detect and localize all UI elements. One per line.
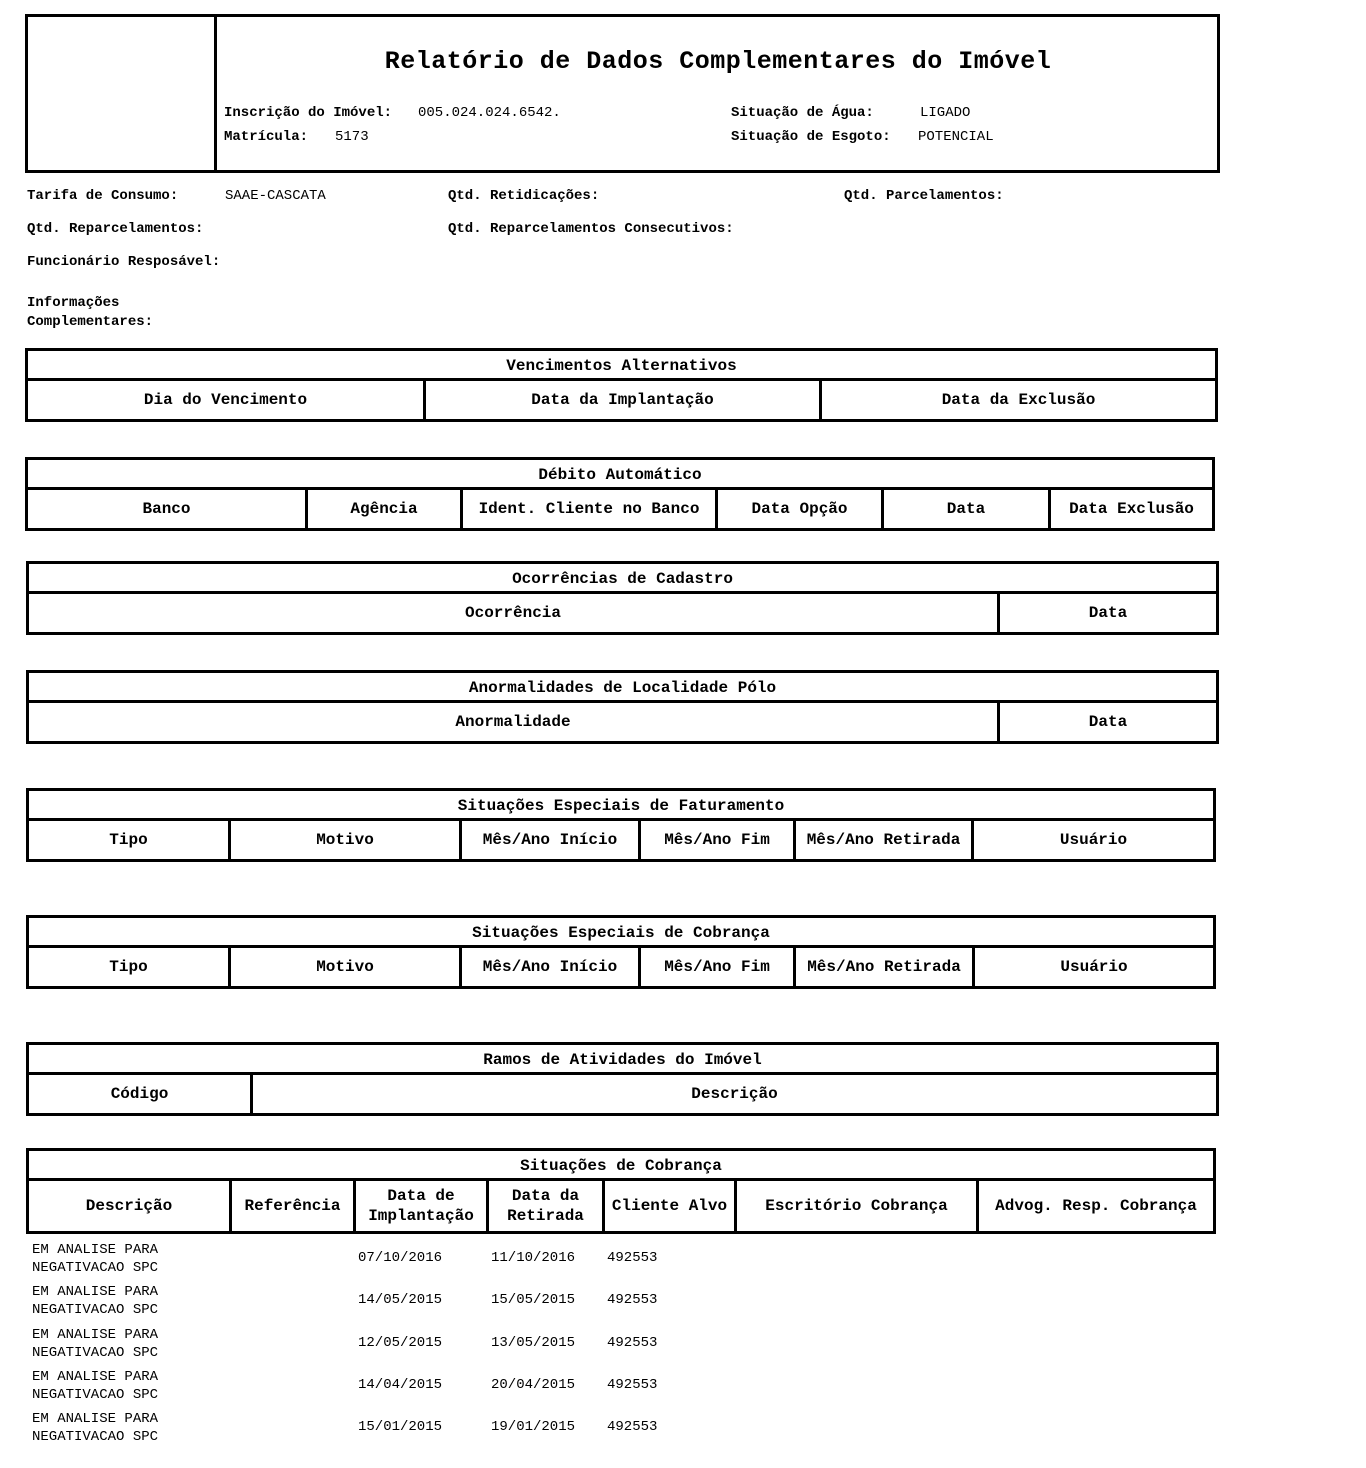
row-descricao-2: NEGATIVACAO SPC [32, 1302, 159, 1318]
vencimentos-table [25, 348, 1218, 422]
table-row [32, 1410, 158, 1446]
matricula-label: Matrícula: [224, 129, 309, 145]
col-mes-ano-inicio: Mês/Ano Início [462, 821, 641, 859]
row-descricao-2: NEGATIVACAO SPC [32, 1260, 159, 1276]
logo-area [28, 17, 217, 170]
row-cliente-alvo: 492553 [607, 1335, 658, 1351]
ocorrencias-table [26, 561, 1219, 635]
matricula-value: 5173 [335, 129, 369, 145]
col-ident-cliente: Ident. Cliente no Banco [463, 490, 718, 528]
row-data-implantacao: 12/05/2015 [358, 1335, 443, 1351]
col-mes-ano-inicio: Mês/Ano Início [462, 948, 641, 986]
table-row [32, 1241, 158, 1277]
cobranca-especial-table [26, 915, 1216, 989]
col-data: Data [1088, 604, 1128, 622]
col-descricao: Descrição [691, 1085, 778, 1103]
col-dia-vencimento: Dia do Vencimento [28, 381, 426, 419]
faturamento-table [26, 788, 1216, 862]
row-data-retirada: 20/04/2015 [491, 1377, 576, 1393]
row-data-implantacao: 14/04/2015 [358, 1377, 443, 1393]
col-usuario: Usuário [1060, 958, 1128, 976]
col-data: Data [1088, 713, 1128, 731]
report-header [25, 14, 1220, 173]
ramos-table [26, 1042, 1219, 1116]
col-mes-ano-retirada: Mês/Ano Retirada [796, 821, 974, 859]
row-descricao-2: NEGATIVACAO SPC [32, 1387, 159, 1403]
tarifa-label: Tarifa de Consumo: [27, 188, 179, 204]
row-data-retirada: 19/01/2015 [491, 1419, 576, 1435]
col-mes-ano-fim: Mês/Ano Fim [641, 821, 796, 859]
row-data-implantacao: 07/10/2016 [358, 1250, 443, 1266]
row-cliente-alvo: 492553 [607, 1292, 658, 1308]
anormalidades-table [26, 670, 1219, 744]
row-data-retirada: 13/05/2015 [491, 1335, 576, 1351]
col-data-opcao: Data Opção [718, 490, 884, 528]
situacoes-cobranca-table [26, 1148, 1216, 1234]
anormalidades-title: Anormalidades de Localidade Pólo [29, 673, 1216, 703]
vencimentos-title: Vencimentos Alternativos [28, 351, 1215, 381]
row-descricao-1: EM ANALISE PARA [32, 1411, 159, 1427]
col-descricao: Descrição [29, 1181, 232, 1231]
situacao-agua-label: Situação de Água: [731, 105, 874, 121]
col-cliente-alvo: Cliente Alvo [605, 1181, 737, 1231]
col-data: Data [884, 490, 1051, 528]
ramos-title: Ramos de Atividades do Imóvel [29, 1045, 1216, 1075]
col-mes-ano-fim: Mês/Ano Fim [641, 948, 796, 986]
situacao-esgoto-label: Situação de Esgoto: [731, 129, 891, 145]
faturamento-title: Situações Especiais de Faturamento [29, 791, 1213, 821]
col-agencia: Agência [308, 490, 463, 528]
row-data-implantacao: 14/05/2015 [358, 1292, 443, 1308]
col-escritorio-cobranca: Escritório Cobrança [737, 1181, 979, 1231]
inscricao-label: Inscrição do Imóvel: [224, 105, 393, 121]
row-data-retirada: 15/05/2015 [491, 1292, 576, 1308]
col-data-exclusao: Data Exclusão [1069, 500, 1194, 518]
col-anormalidade: Anormalidade [29, 703, 1000, 741]
col-data-exclusao: Data da Exclusão [941, 391, 1096, 409]
situacao-esgoto-value: POTENCIAL [918, 129, 994, 145]
reparcelamentos-consecutivos-label: Qtd. Reparcelamentos Consecutivos: [448, 221, 734, 237]
col-data-implantacao: Data da Implantação [426, 381, 822, 419]
col-data-retirada: Data da Retirada [489, 1181, 605, 1231]
row-descricao-1: EM ANALISE PARA [32, 1369, 159, 1385]
situacoes-cobranca-title: Situações de Cobrança [29, 1151, 1213, 1181]
retificacoes-label: Qtd. Retidicações: [448, 188, 600, 204]
col-data-implantacao: Data de Implantação [356, 1181, 489, 1231]
col-usuario: Usuário [1059, 831, 1128, 849]
col-ocorrencia: Ocorrência [29, 594, 1000, 632]
col-mes-ano-retirada: Mês/Ano Retirada [796, 948, 975, 986]
cobranca-especial-title: Situações Especiais de Cobrança [29, 918, 1213, 948]
debito-table [25, 457, 1215, 531]
table-row [32, 1368, 158, 1404]
info-compl-label-2: Complementares: [27, 314, 154, 330]
situacao-agua-value: LIGADO [920, 105, 971, 121]
col-motivo: Motivo [231, 948, 462, 986]
row-descricao-1: EM ANALISE PARA [32, 1242, 159, 1258]
row-cliente-alvo: 492553 [607, 1250, 658, 1266]
info-compl-label-1: Informações [27, 295, 120, 311]
row-data-retirada: 11/10/2016 [491, 1250, 576, 1266]
debito-title: Débito Automático [28, 460, 1212, 490]
funcionario-label: Funcionário Resposável: [27, 254, 221, 270]
col-tipo: Tipo [29, 821, 231, 859]
col-motivo: Motivo [231, 821, 462, 859]
col-codigo: Código [29, 1075, 253, 1113]
parcelamentos-label: Qtd. Parcelamentos: [844, 188, 1004, 204]
row-cliente-alvo: 492553 [607, 1419, 658, 1435]
row-cliente-alvo: 492553 [607, 1377, 658, 1393]
table-row [32, 1283, 158, 1319]
table-row [32, 1326, 158, 1362]
col-tipo: Tipo [29, 948, 231, 986]
ocorrencias-title: Ocorrências de Cadastro [29, 564, 1216, 594]
row-descricao-2: NEGATIVACAO SPC [32, 1345, 159, 1361]
row-descricao-2: NEGATIVACAO SPC [32, 1429, 159, 1445]
inscricao-value: 005.024.024.6542. [418, 105, 561, 121]
row-data-implantacao: 15/01/2015 [358, 1419, 443, 1435]
report-title: Relatório de Dados Complementares do Imóvel [384, 47, 1052, 76]
reparcelamentos-label: Qtd. Reparcelamentos: [27, 221, 204, 237]
tarifa-value: SAAE-CASCATA [225, 188, 326, 204]
col-banco: Banco [28, 490, 308, 528]
col-referencia: Referência [232, 1181, 356, 1231]
row-descricao-1: EM ANALISE PARA [32, 1327, 159, 1343]
row-descricao-1: EM ANALISE PARA [32, 1284, 159, 1300]
col-advog-resp-cobranca: Advog. Resp. Cobrança [995, 1197, 1197, 1215]
